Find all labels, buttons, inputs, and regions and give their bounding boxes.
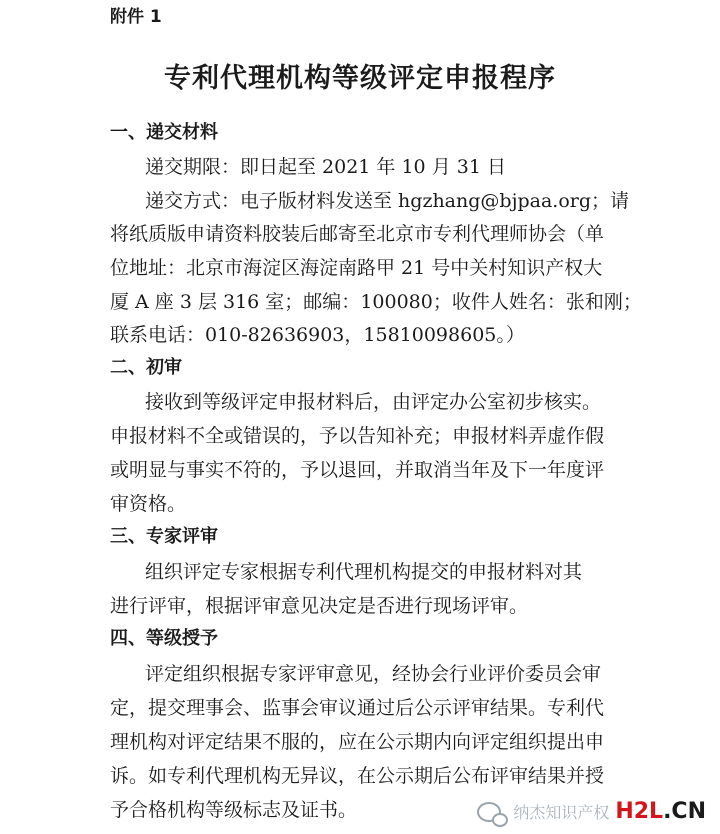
logo-suffix: .CN bbox=[663, 799, 706, 824]
watermark bbox=[477, 799, 706, 824]
watermark-text: 纳杰知识产权 bbox=[513, 803, 610, 822]
paragraph-line: 进行评审，根据评审意见决定是否进行现场评审。 bbox=[110, 595, 529, 617]
paragraph-line: 定，提交理事会、监事会审议通过后公示评审结果。专利代 bbox=[110, 697, 605, 719]
paragraph-line: 诉。如专利代理机构无异议，在公示期后公布评审结果并授 bbox=[110, 765, 605, 787]
paragraph-line: 审资格。 bbox=[110, 493, 187, 515]
paragraph-line: 递交期限：即日起至 2021 年 10 月 31 日 bbox=[145, 156, 506, 178]
paragraph-line: 申报材料不全或错误的，予以告知补充；申报材料弄虚作假 bbox=[110, 425, 605, 447]
logo-main: H2L bbox=[615, 799, 664, 824]
paragraph-line: 将纸质版申请资料胶装后邮寄至北京市专利代理师协会（单 bbox=[110, 223, 605, 245]
paragraph-line: 接收到等级评定申报材料后，由评定办公室初步核实。 bbox=[145, 391, 602, 413]
annex-label: 附件 1 bbox=[110, 7, 162, 27]
paragraph-line: 联系电话：010-82636903，15810098605。） bbox=[110, 324, 525, 346]
document-title: 专利代理机构等级评定申报程序 bbox=[164, 63, 556, 94]
section-heading: 一、递交材料 bbox=[110, 122, 218, 143]
paragraph-line: 递交方式：电子版材料发送至 hgzhang@bjpaa.org；请 bbox=[145, 190, 630, 212]
paragraph-line: 予合格机构等级标志及证书。 bbox=[110, 799, 358, 821]
paragraph-line: 组织评定专家根据专利代理机构提交的申报材料对其 bbox=[145, 561, 583, 583]
section-heading: 四、等级授予 bbox=[110, 628, 218, 649]
paragraph-line: 理机构对评定结果不服的，应在公示期内向评定组织提出申 bbox=[110, 731, 605, 753]
paragraph-line: 厦 A 座 3 层 316 室；邮编：100080；收件人姓名：张和刚； bbox=[110, 291, 642, 313]
site-logo bbox=[615, 799, 706, 824]
section-heading: 三、专家评审 bbox=[110, 526, 218, 547]
paragraph-line: 或明显与事实不符的，予以退回，并取消当年及下一年度评 bbox=[110, 459, 605, 481]
paragraph-line: 位地址：北京市海淀区海淀南路甲 21 号中关村知识产权大 bbox=[110, 257, 603, 279]
wechat-icon bbox=[477, 802, 501, 822]
section-heading: 二、初审 bbox=[110, 357, 182, 378]
paragraph-line: 评定组织根据专家评审意见，经协会行业评价委员会审 bbox=[145, 663, 602, 685]
